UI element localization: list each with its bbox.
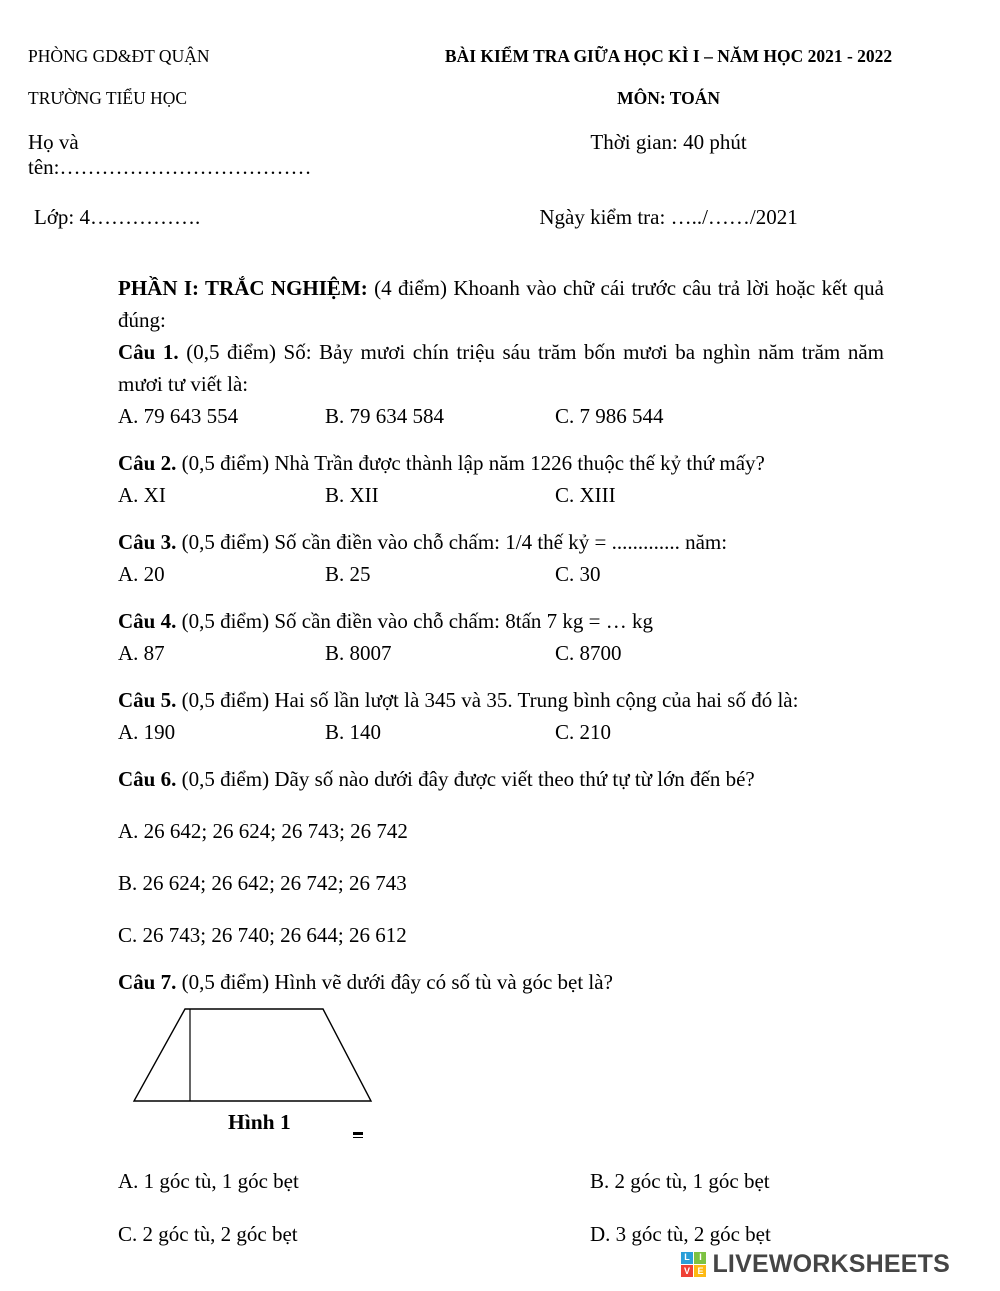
section-intro bbox=[118, 272, 884, 336]
question-5-label: Câu 5. bbox=[118, 688, 177, 712]
question-5-text: (0,5 điểm) Hai số lần lượt là 345 và 35. Trung bình cộng của hai số đó là: bbox=[176, 688, 799, 712]
icon-square-l: L bbox=[681, 1252, 693, 1264]
question-7-text: (0,5 điểm) Hình vẽ dưới đây có số tù và góc bẹt là? bbox=[176, 970, 613, 994]
question-2-text: (0,5 điểm) Nhà Trần được thành lập năm 1226 thuộc thế kỷ thứ mấy? bbox=[176, 451, 765, 475]
question-7-option-a[interactable]: A. 1 góc tù, 1 góc bẹt bbox=[118, 1169, 299, 1193]
question-5-option-b[interactable]: B. 140 bbox=[325, 720, 382, 744]
figure-1 bbox=[128, 1004, 884, 1138]
question-5-options bbox=[118, 716, 884, 748]
question-4-text: (0,5 điểm) Số cần điền vào chỗ chấm: 8tấn 7 kg = … kg bbox=[176, 609, 654, 633]
question-2-label: Câu 2. bbox=[118, 451, 177, 475]
question-5-option-c[interactable]: C. 210 bbox=[555, 720, 612, 744]
stray-mark bbox=[353, 1132, 363, 1138]
icon-square-i: I bbox=[694, 1252, 706, 1264]
section-instructions: (4 điểm) Khoanh vào chữ cái trước câu trả lời hoặc kết quả đúng: bbox=[118, 276, 884, 332]
question-6-option-a[interactable]: A. 26 642; 26 624; 26 743; 26 742 bbox=[118, 819, 408, 843]
question-3-text: (0,5 điểm) Số cần điền vào chỗ chấm: 1/4 thế kỷ = ............. năm: bbox=[176, 530, 728, 554]
question-1-option-b[interactable]: B. 79 634 584 bbox=[325, 404, 445, 428]
subject-line: MÔN: TOÁN bbox=[617, 88, 720, 108]
liveworksheets-logo[interactable] bbox=[681, 1250, 950, 1279]
exam-title: BÀI KIỂM TRA GIỮA HỌC KÌ I – NĂM HỌC 2021 - 2022 bbox=[444, 46, 893, 66]
question-2-option-b[interactable]: B. XII bbox=[325, 483, 379, 507]
question-4 bbox=[118, 605, 884, 669]
question-1-options bbox=[118, 400, 884, 432]
figure-caption: Hình 1 bbox=[228, 1110, 291, 1134]
question-4-label: Câu 4. bbox=[118, 609, 177, 633]
question-6-option-c[interactable]: C. 26 743; 26 740; 26 644; 26 612 bbox=[118, 923, 407, 947]
icon-square-v: V bbox=[681, 1265, 693, 1277]
trapezoid-figure bbox=[128, 1004, 378, 1106]
question-3-options bbox=[118, 558, 884, 590]
question-6 bbox=[118, 763, 884, 951]
question-7-option-c[interactable]: C. 2 góc tù, 2 góc bẹt bbox=[118, 1222, 298, 1246]
question-2-option-c[interactable]: C. XIII bbox=[555, 483, 616, 507]
question-6-option-b[interactable]: B. 26 624; 26 642; 26 742; 26 743 bbox=[118, 871, 407, 895]
question-3-option-b[interactable]: B. 25 bbox=[325, 562, 371, 586]
question-5-option-a[interactable]: A. 190 bbox=[118, 720, 176, 744]
school-line: TRƯỜNG TIỂU HỌC bbox=[28, 88, 188, 108]
question-7-option-d[interactable]: D. 3 góc tù, 2 góc bẹt bbox=[590, 1222, 771, 1246]
class-field[interactable]: Lớp: 4……………. bbox=[34, 205, 201, 229]
question-4-options bbox=[118, 637, 884, 669]
header bbox=[0, 0, 1000, 230]
worksheet-body bbox=[0, 272, 1000, 1250]
question-3 bbox=[118, 526, 884, 590]
department-line: PHÒNG GD&ĐT QUẬN bbox=[28, 46, 210, 66]
question-2-options bbox=[118, 479, 884, 511]
question-7 bbox=[118, 966, 884, 1250]
question-3-option-a[interactable]: A. 20 bbox=[118, 562, 165, 586]
question-6-text: (0,5 điểm) Dãy số nào dưới đây được viết theo thứ tự từ lớn đến bé? bbox=[176, 767, 755, 791]
question-6-options bbox=[118, 815, 884, 951]
question-4-option-a[interactable]: A. 87 bbox=[118, 641, 165, 665]
exam-date-line: Ngày kiểm tra: …../……/2021 bbox=[539, 205, 798, 229]
question-7-options bbox=[118, 1165, 884, 1250]
icon-square-e: E bbox=[694, 1265, 706, 1277]
question-1-text: (0,5 điểm) Số: Bảy mươi chín triệu sáu trăm bốn mươi ba nghìn năm trăm năm mươi tư viết là: bbox=[118, 340, 884, 396]
duration-line: Thời gian: 40 phút bbox=[590, 130, 747, 154]
question-2-option-a[interactable]: A. XI bbox=[118, 483, 166, 507]
question-3-option-c[interactable]: C. 30 bbox=[555, 562, 601, 586]
student-name-field[interactable]: Họ và tên:……………………………… bbox=[28, 130, 312, 179]
liveworksheets-wordmark: LIVEWORKSHEETS bbox=[712, 1250, 950, 1278]
question-1-label: Câu 1. bbox=[118, 340, 179, 364]
question-1-option-c[interactable]: C. 7 986 544 bbox=[555, 404, 664, 428]
question-1-option-a[interactable]: A. 79 643 554 bbox=[118, 404, 239, 428]
question-3-label: Câu 3. bbox=[118, 530, 177, 554]
question-2 bbox=[118, 447, 884, 511]
question-7-label: Câu 7. bbox=[118, 970, 177, 994]
liveworksheets-icon bbox=[681, 1252, 707, 1278]
question-5 bbox=[118, 684, 884, 748]
section-title: PHẦN I: TRẮC NGHIỆM: bbox=[118, 276, 368, 300]
question-4-option-b[interactable]: B. 8007 bbox=[325, 641, 392, 665]
question-6-label: Câu 6. bbox=[118, 767, 177, 791]
question-4-option-c[interactable]: C. 8700 bbox=[555, 641, 622, 665]
question-1 bbox=[118, 336, 884, 432]
question-7-option-b[interactable]: B. 2 góc tù, 1 góc bẹt bbox=[590, 1169, 770, 1193]
